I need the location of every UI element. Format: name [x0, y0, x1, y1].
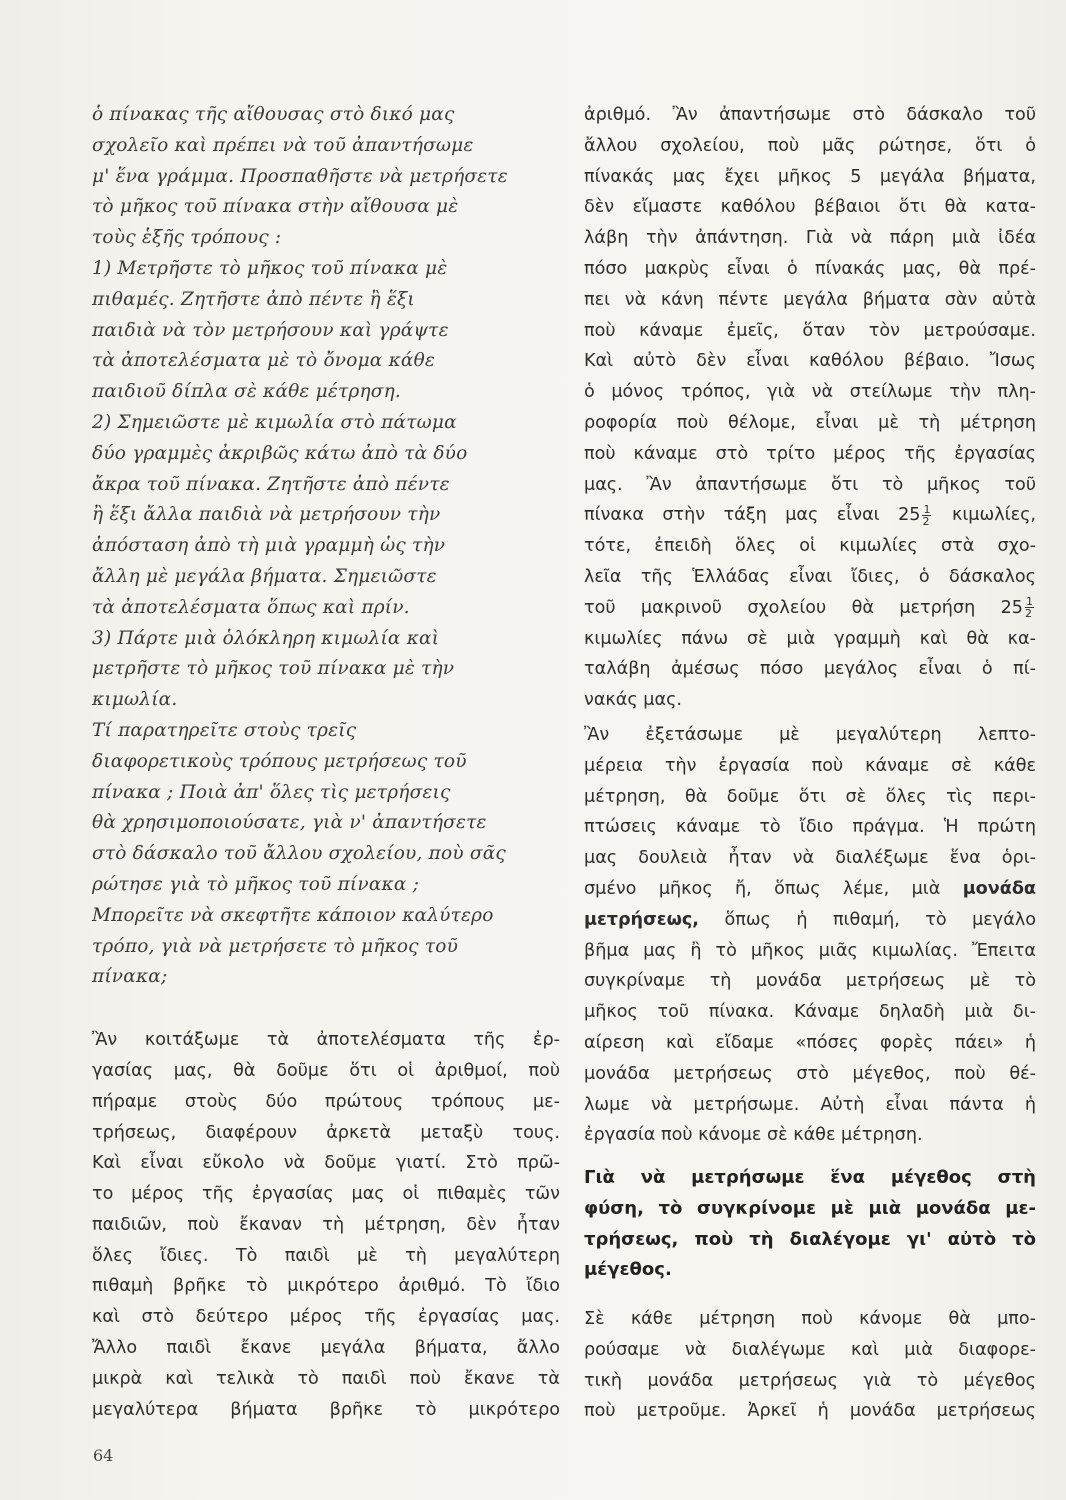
exercise-line: διαφορετικοὺς τρόπους μετρήσεως τοῦ: [92, 750, 467, 772]
text-line: ὅλες ἴδιες. Τὸ παιδὶ μὲ τὴ μεγαλύτερη: [92, 1245, 560, 1266]
page-number: 64: [93, 1446, 114, 1465]
text-line: μονάδα μετρήσεως στὸ μέγεθος, ποὺ θέ-: [584, 1063, 1036, 1084]
text-line: μας. Ἂν ἀπαντήσωμε ὅτι τὸ μῆκος τοῦ: [584, 474, 1036, 495]
exercise-line: μετρῆστε τὸ μῆκος τοῦ πίνακα μὲ τὴν: [92, 658, 455, 680]
exercise-text: [92, 100, 508, 993]
text-line: Ἂν κοιτάξωμε τὰ ἀποτελέσματα τῆς ἐρ-: [92, 1030, 560, 1051]
exercise-line: μ' ἕνα γράμμα. Προσπαθῆστε νὰ μετρήσετε: [92, 165, 508, 187]
text-line: μικρὰ καὶ τελικὰ τὸ παιδὶ ποὺ ἔκανε τὰ: [92, 1368, 560, 1389]
text-line: νακάς μας.: [584, 690, 683, 711]
text-line: ἀριθμό. Ἂν ἀπαντήσωμε στὸ δάσκαλο τοῦ: [584, 105, 1036, 125]
fraction-line-1-text: πίνακα στὴν τάξη μας εἶναι 25: [584, 505, 921, 526]
rule-line: Γιὰ νὰ μετρήσωμε ἕνα μέγεθος στὴ: [584, 1167, 1036, 1189]
text-line: βῆμα μας ἢ τὸ μῆκος μιᾶς κιμωλίας. Ἔπειτα: [584, 940, 1036, 961]
text-line: Καὶ αὐτὸ δὲν εἶναι καθόλου βέβαιο. Ἴσως: [584, 351, 1036, 372]
text-line: ταλάβη ἀμέσως πόσο μεγάλος εἶναι ὁ πί-: [584, 659, 1036, 680]
exercise-line: πίνακα ; Ποιὰ ἀπ' ὅλες τὶς μετρήσεις: [92, 781, 451, 803]
exercise-line: κιμωλία.: [92, 689, 178, 711]
exercise-line: παιδιοῦ δίπλα σὲ κάθε μέτρηση.: [92, 381, 401, 403]
text-line: κιμωλίες πάνω σὲ μιὰ γραμμὴ καὶ θὰ κα-: [584, 628, 1036, 649]
left-body-paragraph: [92, 1025, 560, 1425]
text-line: μεγαλύτερα βήματα βρῆκε τὸ μικρότερο: [92, 1399, 560, 1420]
text-line: ποὺ μετροῦμε. Ἀρκεῖ ἡ μονάδα μετρήσεως: [584, 1401, 1036, 1422]
right-paragraph-2: [584, 720, 1036, 1151]
rule-statement: [584, 1163, 1036, 1286]
exercise-line: 1) Μετρῆστε τὸ μῆκος τοῦ πίνακα μὲ: [92, 257, 448, 279]
fraction-line-2: [584, 593, 1036, 624]
unit-definition-line-2: μετρήσεως, ὅπως ἡ πιθαμή, τὸ μεγάλο: [584, 909, 1036, 930]
exercise-line: τὰ ἀποτελέσματα μὲ τὸ ὄνομα κάθε: [92, 350, 436, 372]
right-column: [584, 100, 1036, 1427]
text-line: μας δουλειὰ ἦταν νὰ διαλέξωμε ἕνα ὁρι-: [584, 848, 1036, 869]
exercise-line: πίνακα;: [92, 966, 168, 988]
rule-line: μέγεθος.: [584, 1259, 672, 1281]
text-line: αίρεση καὶ εἴδαμε «πόσες φορὲς πάει» ἡ: [584, 1032, 1036, 1053]
text-line: πτώσεις κάναμε τὸ ἴδιο πράγμα. Ἡ πρώτη: [584, 817, 1036, 838]
text-line: καὶ στὸ δεύτερο μέρος τῆς ἐργασίας μας.: [92, 1307, 560, 1328]
term-measurement: μετρήσεως,: [584, 909, 699, 930]
rule-line: φύση, τὸ συγκρίνομε μὲ μιὰ μονάδα με-: [584, 1197, 1036, 1219]
exercise-line: πιθαμές. Ζητῆστε ἀπὸ πέντε ἢ ἕξι: [92, 288, 415, 310]
text-line: ροφορία ποὺ θέλομε, εἶναι μὲ τὴ μέτρηση: [584, 412, 1036, 433]
text-line: Ἄλλο παιδὶ ἔκανε μεγάλα βήματα, ἄλλο: [92, 1338, 560, 1359]
text-line: ρούσαμε νὰ διαλέγωμε καὶ μιὰ διαφορε-: [584, 1339, 1036, 1360]
rule-line: τρήσεως, ποὺ τὴ διαλέγομε γι' αὐτὸ τὸ: [584, 1228, 1036, 1250]
exercise-line: τρόπο, γιὰ νὰ μετρήσετε τὸ μῆκος τοῦ: [92, 935, 459, 957]
text-line: παιδιῶν, ποὺ ἔκαναν τὴ μέτρηση, δὲν ἦταν: [92, 1214, 560, 1235]
term-unit: μονάδα: [962, 878, 1036, 899]
text-line: το μέρος τῆς ἐργασίας μας οἱ πιθαμὲς τῶν: [92, 1184, 560, 1205]
text-line: Ἂν ἐξετάσωμε μὲ μεγαλύτερη λεπτο-: [584, 724, 1036, 745]
fraction-line-2-text: τοῦ μακρινοῦ σχολείου θὰ μετρήση 25: [584, 597, 1023, 618]
exercise-line: 3) Πάρτε μιὰ ὁλόκληρη κιμωλία καὶ: [92, 627, 440, 649]
exercise-line: τοὺς ἑξῆς τρόπους :: [92, 227, 282, 249]
exercise-line: 2) Σημειῶστε μὲ κιμωλία στὸ πάτωμα: [92, 411, 457, 433]
text-line: πόσο μακρὺς εἶναι ὁ πίνακάς μας, θὰ πρέ-: [584, 258, 1036, 279]
text-line: ποὺ κάναμε στὸ τρίτο μέρος τῆς ἐργασίας: [584, 443, 1036, 464]
text-line: πήραμε στοὺς δύο πρώτους τρόπους με-: [92, 1091, 560, 1112]
text-line: ὁ μόνος τρόπος, γιὰ νὰ στείλωμε τὴν πλη-: [584, 382, 1036, 403]
text-line: μέτρηση, θὰ δοῦμε ὅτι σὲ ὅλες τὶς περι-: [584, 786, 1036, 807]
text-line: τότε, ἐπειδὴ ὅλες οἱ κιμωλίες στὰ σχο-: [584, 536, 1036, 557]
text-line: ἄλλου σχολείου, ποὺ μᾶς ρώτησε, ὅτι ὁ: [584, 135, 1036, 156]
text-line: πει νὰ κάνη πέντε μεγάλα βήματα σὰν αὐτὰ: [584, 289, 1036, 310]
text-line: Σὲ κάθε μέτρηση ποὺ κάνομε θὰ μπο-: [584, 1308, 1036, 1329]
text-line: ἐργασία ποὺ κάνομε σὲ κάθε μέτρηση.: [584, 1125, 923, 1146]
exercise-line: στὸ δάσκαλο τοῦ ἄλλου σχολείου, ποὺ σᾶς: [92, 843, 506, 865]
text-line: μῆκος τοῦ πίνακα. Κάναμε δηλαδὴ μιὰ δι-: [584, 1002, 1036, 1023]
text-line: λάβη τὴν ἀπάντηση. Γιὰ νὰ πάρη μιὰ ἰδέα: [584, 228, 1036, 249]
exercise-line: ἄλλη μὲ μεγάλα βήματα. Σημειῶστε: [92, 565, 437, 587]
right-paragraph-1: [584, 100, 1036, 716]
exercise-line: ἀπόσταση ἀπὸ τὴ μιὰ γραμμὴ ὡς τὴν: [92, 535, 446, 557]
text-line: γασίας μας, θὰ δοῦμε ὅτι οἱ ἀριθμοί, ποὺ: [92, 1060, 560, 1081]
exercise-line: Τί παρατηρεῖτε στοὺς τρεῖς: [92, 719, 357, 741]
unit-definition-line: σμένο μῆκος ἤ, ὅπως λέμε, μιὰ μονάδα: [584, 878, 1036, 899]
text-line: ποὺ κάναμε ἐμεῖς, ὅταν τὸν μετρούσαμε.: [584, 320, 1036, 341]
exercise-line: δύο γραμμὲς ἀκριβῶς κάτω ἀπὸ τὰ δύο: [92, 442, 468, 464]
exercise-line: τὰ ἀποτελέσματα ὅπως καὶ πρίν.: [92, 596, 410, 618]
text-line: συγκρίναμε τὴ μονάδα μετρήσεως μὲ τὸ: [584, 971, 1036, 992]
exercise-line: τὸ μῆκος τοῦ πίνακα στὴν αἴθουσα μὲ: [92, 196, 459, 218]
fraction-line-1: πίνακα στὴν τάξη μας εἶναι 25 $\frac{1}{2}$ κιμωλίες,: [584, 502, 1036, 528]
exercise-line: θὰ χρησιμοποιούσατε, γιὰ ν' ἀπαντήσετε: [92, 812, 487, 834]
exercise-line: σχολεῖο καὶ πρέπει νὰ τοῦ ἀπαντήσωμε: [92, 134, 474, 156]
exercise-line: ρώτησε γιὰ τὸ μῆκος τοῦ πίνακα ;: [92, 873, 420, 895]
text-line: τρήσεως, διαφέρουν ἀρκετὰ μεταξὺ τους.: [92, 1122, 560, 1143]
fraction-one-half: $\frac{1}{2}$: [1025, 595, 1033, 621]
text-line: Καὶ εἶναι εὔκολο νὰ δοῦμε γιατί. Στὸ πρῶ-: [92, 1153, 560, 1174]
exercise-line: ὁ πίνακας τῆς αἴθουσας στὸ δικό μας: [92, 104, 455, 125]
left-column: [92, 100, 562, 1425]
exercise-line: ἢ ἕξι ἄλλα παιδιὰ νὰ μετρήσουν τὴν: [92, 504, 441, 526]
exercise-line: ἄκρα τοῦ πίνακα. Ζητῆστε ἀπὸ πέντε: [92, 473, 450, 495]
text-line: δὲν εἴμαστε καθόλου βέβαιοι ὅτι θὰ κατα-: [584, 197, 1036, 218]
fraction-one-half: $\frac{1}{2}$: [922, 502, 931, 528]
text-line: τικὴ μονάδα μετρήσεως γιὰ τὸ μέγεθος: [584, 1370, 1036, 1391]
text-line: λωμε νὰ μετρήσωμε. Αὐτὴ εἶναι πάντα ἡ: [584, 1094, 1036, 1115]
right-paragraph-3: [584, 1304, 1036, 1427]
text-line: μέρεια τὴν ἐργασία ποὺ κάναμε σὲ κάθε: [584, 755, 1036, 776]
text-line: πιθαμὴ βρῆκε τὸ μικρότερο ἀριθμό. Τὸ ἴδιο: [92, 1276, 560, 1297]
text-line: πίνακάς μας ἔχει μῆκος 5 μεγάλα βήματα,: [584, 166, 1036, 187]
text-line: λεῖα τῆς Ἑλλάδας εἶναι ἴδιες, ὁ δάσκαλος: [584, 566, 1036, 587]
exercise-line: παιδιὰ νὰ τὸν μετρήσουν καὶ γράψτε: [92, 319, 449, 341]
exercise-line: Μπορεῖτε νὰ σκεφτῆτε κάποιον καλύτερο: [92, 904, 494, 926]
